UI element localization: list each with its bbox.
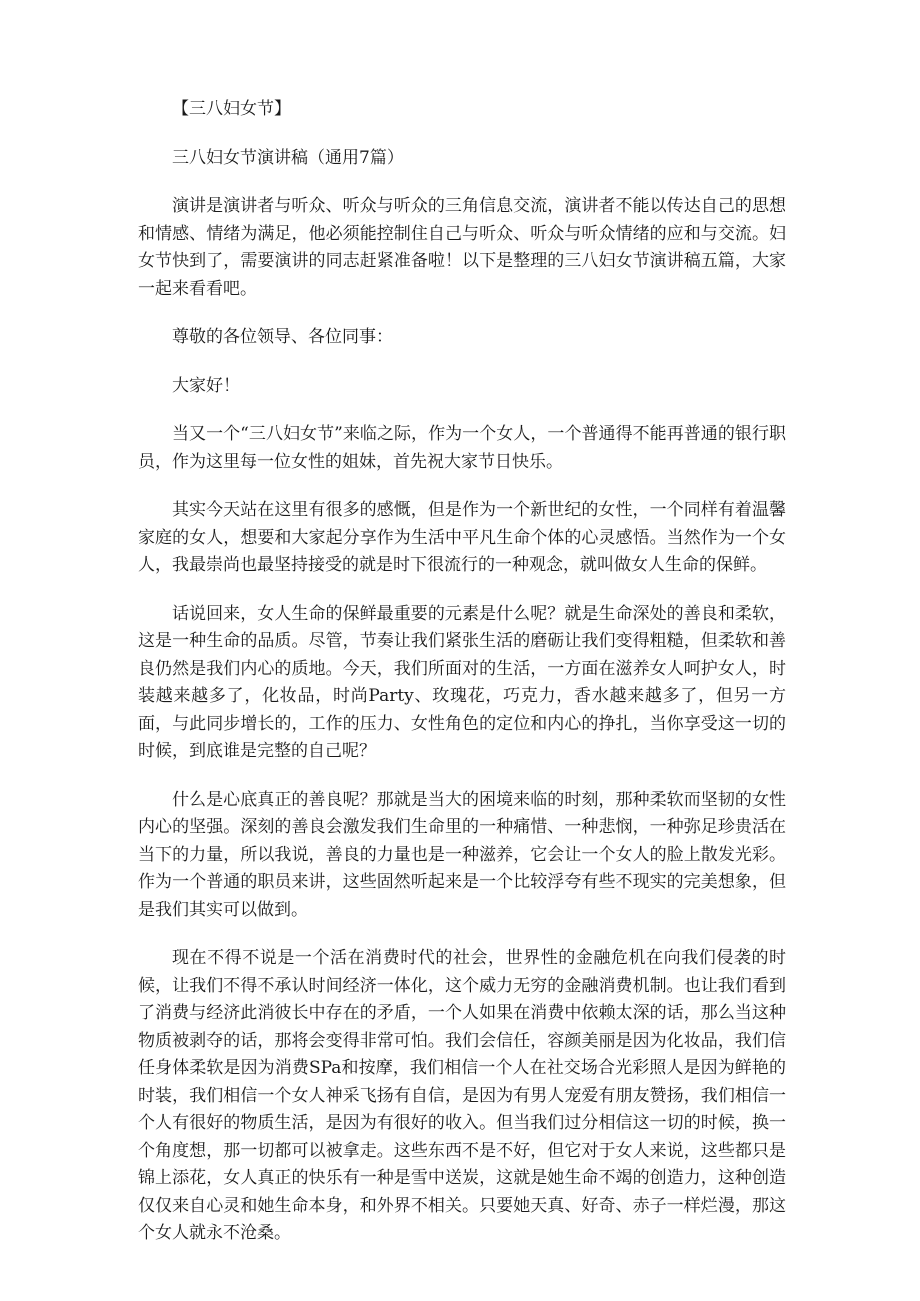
body-paragraph-5: 现在不得不说是一个活在消费时代的社会，世界性的金融危机在向我们侵袭的时候，让我们不得不承认时间经济一体化，这个威力无穷的金融消费机制。也让我们看到了消费与经济此消彼长中存在的矛盾，一个人如果在消费中依赖太深的话，那么当这种物质被剥夺的话，那将会变得非常可怕。我们会信任，容颜美丽是因为化妆品，我们信任身体柔软是因为消费SPa和按摩，我们相信一个人在社交场合光彩照人是因为鲜艳的时装，我们相信一个女人神采飞扬有自信，是因为有男人宠爱有朋友赞扬，我们相信一个人有很好的物质生活，是因为有很好的收入。但当我们过分相信这一切的时候，换一个角度想，那一切都可以被拿走。这些东西不是不好，但它对于女人来说，这些都只是锦上添花，女人真正的快乐有一种是雪中送炭，这就是她生命不竭的创造力，这种创造仅仅来自心灵和她生命本身，和外界不相关。只要她天真、好奇、赤子一样烂漫，那这个女人就永不沧桑。 [138,948,786,1243]
intro-paragraph: 演讲是演讲者与听众、听众与听众的三角信息交流，演讲者不能以传达自己的思想和情感、情绪为满足，他必须能控制住自己与听众、听众与听众情绪的应和与交流。妇女节快到了，需要演讲的同志赶紧准备啦！以下是整理的三八妇女节演讲稿五篇，大家一起来看看吧。 [138,196,786,299]
greeting: 大家好！ [172,375,240,396]
body-paragraph-4: 什么是心底真正的善良呢？那就是当大的困境来临的时刻，那种柔软而坚韧的女性内心的坚强。深刻的善良会激发我们生命里的一种痛惜、一种悲悯，一种弥足珍贵活在当下的力量，所以我说，善良的力量也是一种滋养，它会让一个女人的脸上散发光彩。作为一个普通的职员来讲，这些固然听起来是一个比较浮夸有些不现实的完美想象，但是我们其实可以做到。 [138,789,786,920]
salutation: 尊敬的各位领导、各位同事： [172,327,393,347]
body-paragraph-1: 当又一个“三八妇女节”来临之际，作为一个女人，一个普通得不能再普通的银行职员，作为这里每一位女性的姐妹，首先祝大家节日快乐。 [138,424,786,472]
body-paragraph-3: 话说回来，女人生命的保鲜最重要的元素是什么呢？就是生命深处的善良和柔软，这是一种生命的品质。尽管，节奏让我们紧张生活的磨砺让我们变得粗糙，但柔软和善良仍然是我们内心的质地。今天，我们所面对的生活，一方面在滋养女人呵护女人，时装越来越多了，化妆品，时尚Party、玫瑰花，巧克力，香水越来越多了，但另一方面，与此同步增长的，工作的压力、女性角色的定位和内心的挣扎，当你享受这一切的时候，到底谁是完整的自己呢？ [138,603,786,761]
header-tag: 【三八妇女节】 [172,99,291,119]
body-paragraph-2: 其实今天站在这里有很多的感慨，但是作为一个新世纪的女性，一个同样有着温馨家庭的女人，想要和大家起分享作为生活中平凡生命个体的心灵感悟。当然作为一个女人，我最崇尚也最坚持接受的就是时下很流行的一种观念，就叫做女人生命的保鲜。 [138,500,786,575]
document-page [138,96,786,1269]
document-title: 三八妇女节演讲稿（通用7篇） [172,147,404,168]
